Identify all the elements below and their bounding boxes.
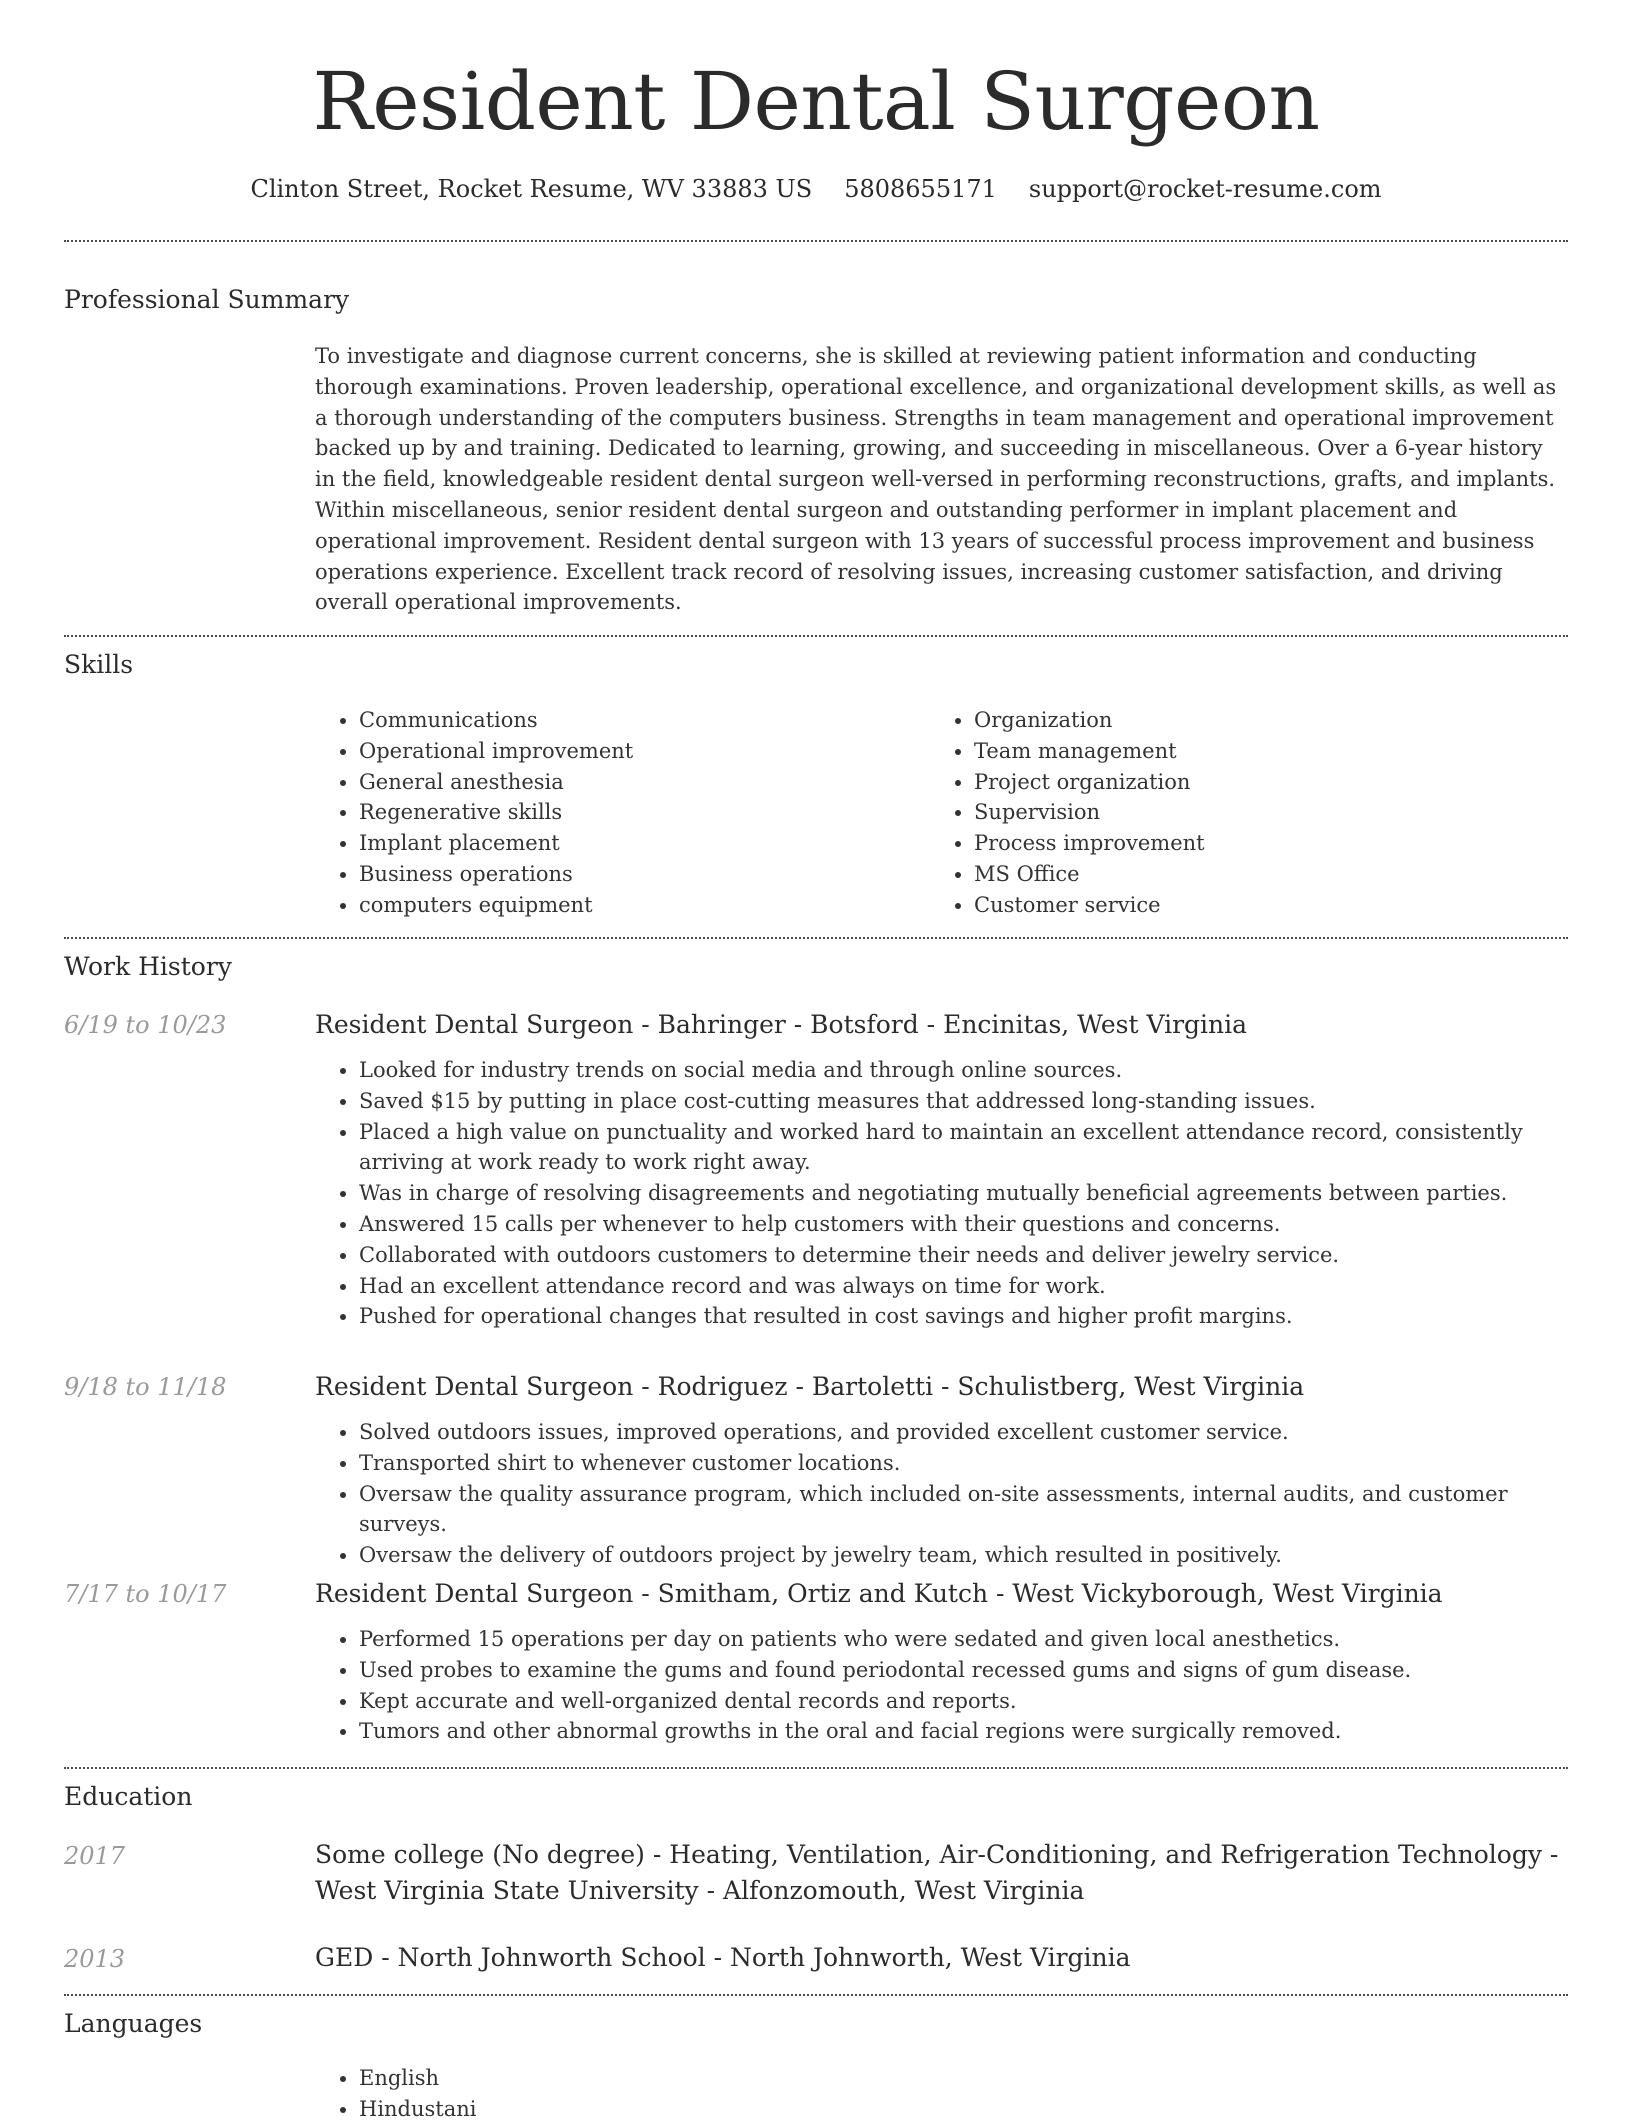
skill-item: • Operational improvement [359, 736, 915, 767]
job-title [315, 1007, 1565, 1043]
education-year: 2017 [64, 1842, 126, 1870]
job-entry [315, 1007, 1565, 1332]
job-dates: 9/18 to 11/18 [64, 1373, 227, 1401]
job-role: Resident Dental Surgeon [315, 1372, 634, 1401]
section-divider [64, 1767, 1568, 1769]
job-duty: • Kept accurate and well-organized dental records and reports. [359, 1686, 1565, 1717]
job-duty: • Answered 15 calls per whenever to help customers with their questions and concerns. [359, 1209, 1565, 1240]
skills-section [315, 705, 1565, 925]
education-details: GED - North Johnworth School - North Johnworth, West Virginia [315, 1943, 1131, 1972]
education-heading: Education [64, 1782, 193, 1811]
resume-header [0, 0, 1632, 206]
job-duty: • Saved $15 by putting in place cost-cutting measures that addressed long-standing issues. [359, 1086, 1565, 1117]
summary-text: To investigate and diagnose current concerns, she is skilled at reviewing patient information and conducting thorough examinations. Proven leadership, operational excellence, and organizational development skills, as well as a thorough understanding of the computers business. Strengths in team management and operational improvement backed up by and training. Dedicated to learning, growing, and succeeding in miscellaneous. Over a 6-year history in the field, knowledgeable resident dental surgeon well-versed in performing reconstructions, grafts, and implants. Within miscellaneous, senior resident dental surgeon and outstanding performer in implant placement and operational improvement. Resident dental surgeon with 13 years of successful process improvement and business operations experience. Excellent track record of resolving issues, increasing customer satisfaction, and driving overall operational improvements. [315, 344, 1557, 615]
job-duty: • Tumors and other abnormal growths in the oral and facial regions were surgically removed. [359, 1716, 1565, 1747]
skill-item: • Customer service [974, 890, 1530, 921]
contact-phone: 5808655171 [844, 175, 997, 203]
summary-heading: Professional Summary [64, 285, 350, 314]
work-history-heading: Work History [64, 952, 232, 981]
job-dates: 7/17 to 10/17 [64, 1580, 227, 1608]
job-entry [315, 1369, 1565, 1571]
education-entry [315, 1940, 1565, 1976]
section-divider [64, 240, 1568, 242]
job-entry [315, 1576, 1565, 1747]
contact-line [0, 172, 1632, 206]
skill-item: • MS Office [974, 859, 1530, 890]
job-title [315, 1369, 1565, 1405]
job-employer-location: - Smitham, Ortiz and Kutch - West Vickyborough, West Virginia [633, 1579, 1443, 1608]
section-divider [64, 1994, 1568, 1996]
skills-heading: Skills [64, 650, 134, 679]
skill-item: • Regenerative skills [359, 797, 915, 828]
job-duty: • Had an excellent attendance record and was always on time for work. [359, 1271, 1565, 1302]
summary-section [315, 341, 1565, 618]
job-employer-location: - Rodriguez - Bartoletti - Schulistberg, West Virginia [633, 1372, 1305, 1401]
skill-item: • General anesthesia [359, 767, 915, 798]
job-duty: • Pushed for operational changes that resulted in cost savings and higher profit margins. [359, 1301, 1565, 1332]
education-year: 2013 [64, 1945, 126, 1973]
job-employer-location: - Bahringer - Botsford - Encinitas, West Virginia [633, 1010, 1248, 1039]
job-duties [315, 1417, 1565, 1571]
job-duty: • Placed a high value on punctuality and worked hard to maintain an excellent attendance record, consistently arriving at work ready to work right away. [359, 1117, 1565, 1179]
job-duty: • Was in charge of resolving disagreements and negotiating mutually beneficial agreements between parties. [359, 1178, 1565, 1209]
skill-item: • Supervision [974, 797, 1530, 828]
job-duty: • Collaborated with outdoors customers to determine their needs and deliver jewelry service. [359, 1240, 1565, 1271]
education-details: Some college (No degree) - Heating, Ventilation, Air-Conditioning, and Refrigeration Technology - West Virginia State University - Alfonzomouth, West Virginia [315, 1840, 1559, 1905]
job-duties [315, 1055, 1565, 1332]
job-duty: • Solved outdoors issues, improved operations, and provided excellent customer service. [359, 1417, 1565, 1448]
education-entry [315, 1837, 1565, 1909]
job-role: Resident Dental Surgeon [315, 1579, 634, 1608]
skill-item: • computers equipment [359, 890, 915, 921]
section-divider [64, 635, 1568, 637]
skill-item: • Project organization [974, 767, 1530, 798]
skills-column-right [930, 705, 1530, 921]
job-duty: • Used probes to examine the gums and found periodontal recessed gums and signs of gum disease. [359, 1655, 1565, 1686]
languages-section [315, 2063, 1565, 2125]
contact-address: Clinton Street, Rocket Resume, WV 33883 US [250, 175, 813, 203]
candidate-name: Resident Dental Surgeon [312, 55, 1320, 148]
contact-email: support@rocket-resume.com [1028, 175, 1382, 203]
skill-item: • Communications [359, 705, 915, 736]
job-duty: • Oversaw the delivery of outdoors project by jewelry team, which resulted in positively. [359, 1540, 1565, 1571]
skill-item: • Implant placement [359, 828, 915, 859]
job-duty: • Looked for industry trends on social media and through online sources. [359, 1055, 1565, 1086]
skills-column-left [315, 705, 915, 921]
job-duty: • Oversaw the quality assurance program, which included on-site assessments, internal audits, and customer surveys. [359, 1479, 1565, 1541]
skill-item: • Business operations [359, 859, 915, 890]
language-item: • English [359, 2063, 1565, 2094]
job-role: Resident Dental Surgeon [315, 1010, 634, 1039]
languages-list [315, 2063, 1565, 2125]
job-title [315, 1576, 1565, 1612]
languages-heading: Languages [64, 2009, 203, 2038]
skill-item: • Team management [974, 736, 1530, 767]
skill-item: • Process improvement [974, 828, 1530, 859]
job-duty: • Performed 15 operations per day on patients who were sedated and given local anesthetics. [359, 1624, 1565, 1655]
skill-item: • Organization [974, 705, 1530, 736]
job-duty: • Transported shirt to whenever customer locations. [359, 1448, 1565, 1479]
job-dates: 6/19 to 10/23 [64, 1011, 227, 1039]
job-duties [315, 1624, 1565, 1747]
section-divider [64, 937, 1568, 939]
language-item: • Hindustani [359, 2094, 1565, 2125]
